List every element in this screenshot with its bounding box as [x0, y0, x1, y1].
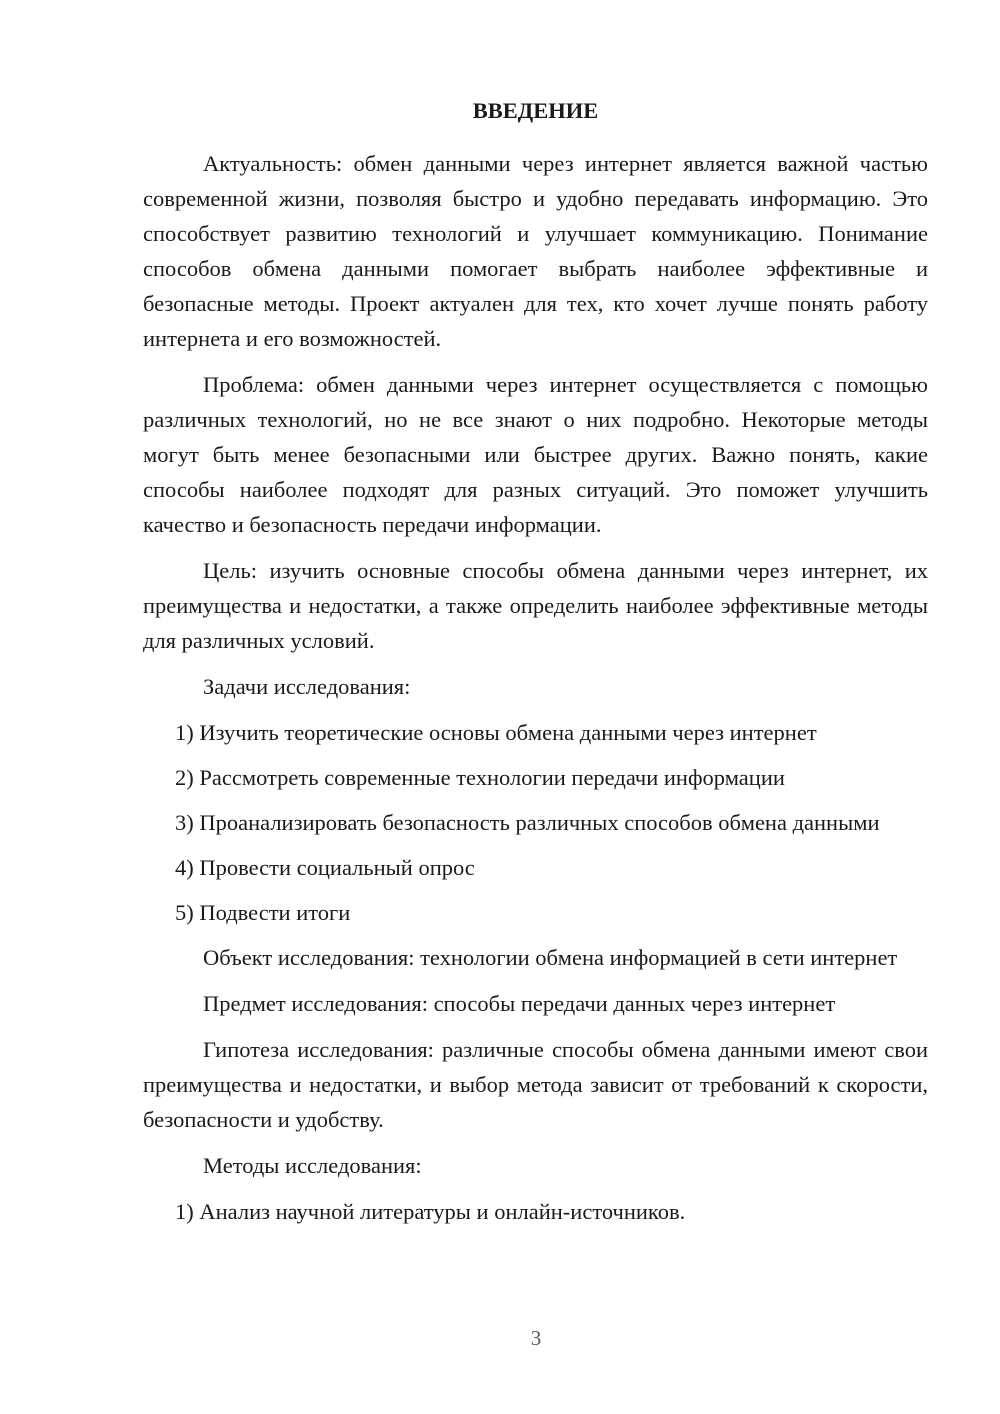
- object-paragraph: Объект исследования: технологии обмена информацией в сети интернет: [203, 945, 898, 970]
- goal-paragraph: Цель: изучить основные способы обмена данными через интернет, их преимущества и недостатки, а также определить наиболее эффективные методы для различных условий.: [143, 558, 928, 653]
- tasks-heading: Задачи исследования:: [203, 674, 411, 699]
- subject-paragraph: Предмет исследования: способы передачи данных через интернет: [203, 991, 836, 1016]
- method-item: 1) Анализ научной литературы и онлайн-источников.: [175, 1199, 686, 1224]
- task-item: 4) Провести социальный опрос: [175, 855, 475, 880]
- section-title: ВВЕДЕНИЕ: [472, 98, 599, 123]
- task-item: 5) Подвести итоги: [175, 900, 351, 925]
- problem-paragraph: Проблема: обмен данными через интернет осуществляется с помощью различных технологий, но не все знают о них подробно. Некоторые методы могут быть менее безопасными или быстрее других. Важно понять, какие способы наиболее подходят для разных ситуаций. Это поможет улучшить качество и безопасность передачи информации.: [143, 372, 928, 537]
- task-item: 3) Проанализировать безопасность различных способов обмена данными: [175, 810, 880, 835]
- task-item: 2) Рассмотреть современные технологии передачи информации: [175, 765, 785, 790]
- document-page: [143, 92, 928, 1239]
- task-item: 1) Изучить теоретические основы обмена данными через интернет: [175, 720, 817, 745]
- methods-heading: Методы исследования:: [203, 1153, 422, 1178]
- hypothesis-paragraph: Гипотеза исследования: различные способы обмена данными имеют свои преимущества и недостатки, и выбор метода зависит от требований к скорости, безопасности и удобству.: [143, 1037, 928, 1132]
- page-number: 3: [530, 1326, 542, 1350]
- relevance-paragraph: Актуальность: обмен данными через интернет является важной частью современной жизни, позволяя быстро и удобно передавать информацию. Это способствует развитию технологий и улучшает коммуникацию. Понимание способов обмена данными помогает выбрать наиболее эффективные и безопасные методы. Проект актуален для тех, кто хочет лучше понять работу интернета и его возможностей.: [143, 151, 928, 351]
